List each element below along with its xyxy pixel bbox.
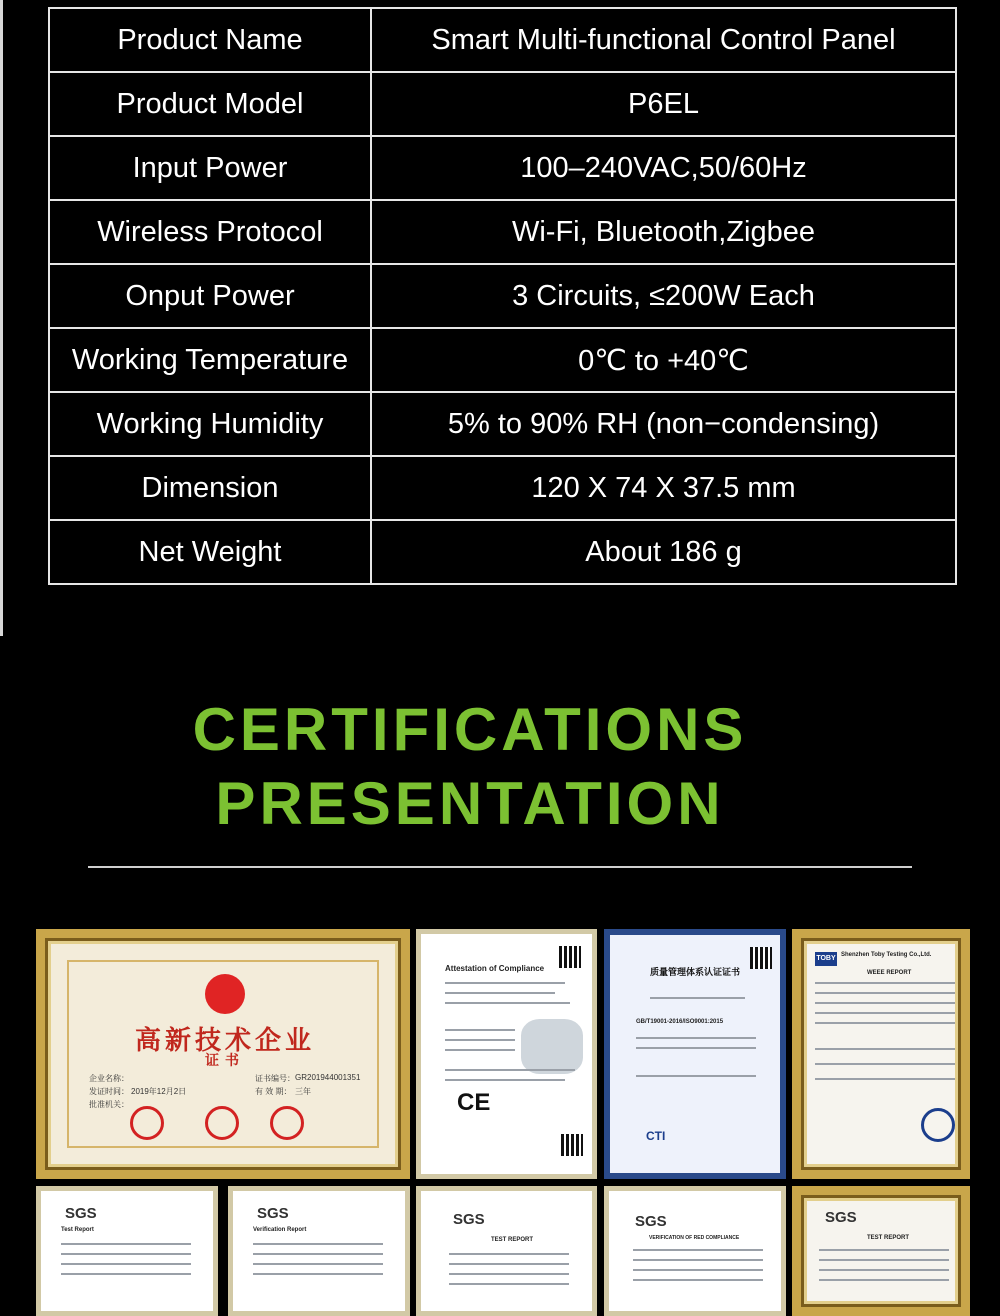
spec-row <box>49 8 956 72</box>
weee-report-certificate <box>792 929 970 1179</box>
text-line <box>445 1029 515 1031</box>
text-line <box>449 1253 569 1255</box>
world-map-image <box>521 1019 583 1074</box>
sgs-report-title: Verification Report <box>253 1227 307 1233</box>
issue-label: 发证时间： <box>89 1087 129 1096</box>
text-line <box>61 1263 191 1265</box>
sgs-logo: SGS <box>65 1205 97 1222</box>
sgs-report-1 <box>36 1186 218 1316</box>
text-line <box>449 1263 569 1265</box>
iso-quality-certificate <box>604 929 786 1179</box>
text-line <box>815 1078 955 1080</box>
sgs-report-title: TEST REPORT <box>491 1237 534 1243</box>
text-line <box>445 1002 570 1004</box>
spec-value: 3 Circuits, ≤200W Each <box>371 264 956 328</box>
weee-title: WEEE REPORT <box>867 970 912 976</box>
text-line <box>633 1259 763 1261</box>
cert-no-label: 证书编号： <box>255 1074 295 1083</box>
sgs-report-3 <box>416 1186 597 1316</box>
text-line <box>815 992 955 994</box>
weee-company: Shenzhen Toby Testing Co.,Ltd. <box>841 952 932 958</box>
toby-logo-icon: TOBY <box>815 952 837 966</box>
spec-row <box>49 456 956 520</box>
text-line <box>253 1263 383 1265</box>
spec-row <box>49 200 956 264</box>
approver-label: 批准机关： <box>89 1100 129 1109</box>
company-label: 企业名称： <box>89 1074 129 1083</box>
text-line <box>253 1243 383 1245</box>
spec-value: 100–240VAC,50/60Hz <box>371 136 956 200</box>
validity-label: 有 效 期： <box>255 1087 292 1096</box>
text-line <box>819 1249 949 1251</box>
sgs-report-5 <box>792 1186 970 1316</box>
text-line <box>633 1279 763 1281</box>
qr-code-icon <box>559 946 581 968</box>
spec-label: Product Name <box>49 8 371 72</box>
validity: 三年 <box>295 1087 311 1096</box>
spec-label: Working Temperature <box>49 328 371 392</box>
spec-label: Net Weight <box>49 520 371 584</box>
certifications-heading: CERTIFICATIONS <box>192 696 748 763</box>
spec-value: P6EL <box>371 72 956 136</box>
spec-row <box>49 264 956 328</box>
iso-standard: GB/T19001-2016/ISO9001:2015 <box>636 1019 724 1025</box>
presentation-heading: PRESENTATION <box>215 770 725 837</box>
text-line <box>815 1022 955 1024</box>
text-line <box>636 1037 756 1039</box>
text-line <box>61 1243 191 1245</box>
text-line <box>819 1279 949 1281</box>
attestation-title: Attestation of Compliance <box>445 964 545 973</box>
spec-row <box>49 72 956 136</box>
sgs-report-title: Test Report <box>61 1227 94 1233</box>
text-line <box>445 1049 515 1051</box>
text-line <box>815 1012 955 1014</box>
text-line <box>815 982 955 984</box>
sgs-report-title: VERIFICATION OF RED COMPLIANCE <box>649 1235 740 1241</box>
sgs-logo: SGS <box>257 1205 289 1222</box>
text-line <box>61 1273 191 1275</box>
red-seal-icon <box>205 1106 239 1140</box>
text-line <box>445 992 555 994</box>
page-edge-line <box>0 0 3 636</box>
text-line <box>61 1253 191 1255</box>
spec-value: 120 X 74 X 37.5 mm <box>371 456 956 520</box>
spec-label: Product Model <box>49 72 371 136</box>
ce-mark-icon: CE <box>457 1089 491 1116</box>
spec-value: Smart Multi-functional Control Panel <box>371 8 956 72</box>
issue-date: 2019年12月2日 <box>131 1087 187 1096</box>
sgs-report-title: TEST REPORT <box>867 1235 910 1241</box>
text-line <box>445 1069 575 1071</box>
text-line <box>253 1253 383 1255</box>
text-line <box>650 997 745 999</box>
spec-row <box>49 392 956 456</box>
text-line <box>253 1273 383 1275</box>
spec-label: Input Power <box>49 136 371 200</box>
iso-cti-logo: CTI <box>646 1129 666 1143</box>
text-line <box>445 1079 565 1081</box>
high-tech-enterprise-certificate <box>36 929 410 1179</box>
certificate-title: 高新技术企业 <box>134 1025 315 1055</box>
cert-no: GR201944001351 <box>295 1073 361 1082</box>
sgs-report-2 <box>228 1186 410 1316</box>
spec-label: Working Humidity <box>49 392 371 456</box>
sgs-logo: SGS <box>453 1211 485 1228</box>
text-line <box>815 1048 955 1050</box>
text-line <box>449 1283 569 1285</box>
stamp-icon <box>921 1108 955 1142</box>
spec-label: Dimension <box>49 456 371 520</box>
text-line <box>633 1249 763 1251</box>
spec-label: Onput Power <box>49 264 371 328</box>
text-line <box>633 1269 763 1271</box>
text-line <box>819 1259 949 1261</box>
iso-certificate-title: 质量管理体系认证证书 <box>649 967 740 977</box>
attestation-of-compliance-certificate <box>416 929 597 1179</box>
text-line <box>636 1047 756 1049</box>
spec-value: 5% to 90% RH (non−condensing) <box>371 392 956 456</box>
spec-value: About 186 g <box>371 520 956 584</box>
text-line <box>819 1269 949 1271</box>
heading-divider <box>88 866 912 868</box>
text-line <box>449 1273 569 1275</box>
spec-label: Wireless Protocol <box>49 200 371 264</box>
certificate-emblem-icon <box>205 974 245 1014</box>
red-seal-icon <box>130 1106 164 1140</box>
spec-row <box>49 136 956 200</box>
text-line <box>445 982 565 984</box>
spec-row <box>49 328 956 392</box>
red-seal-icon <box>270 1106 304 1140</box>
spec-value: 0℃ to +40℃ <box>371 328 956 392</box>
text-line <box>815 1063 955 1065</box>
spec-table <box>48 7 957 585</box>
text-line <box>815 1002 955 1004</box>
spec-value: Wi-Fi, Bluetooth,Zigbee <box>371 200 956 264</box>
sgs-logo: SGS <box>825 1209 857 1226</box>
sgs-logo: SGS <box>635 1213 667 1230</box>
sgs-report-4 <box>604 1186 786 1316</box>
spec-row <box>49 520 956 584</box>
certificate-subtitle: 证书 <box>205 1052 245 1068</box>
qr-code-icon <box>561 1134 583 1156</box>
text-line <box>445 1039 515 1041</box>
text-line <box>636 1075 756 1077</box>
